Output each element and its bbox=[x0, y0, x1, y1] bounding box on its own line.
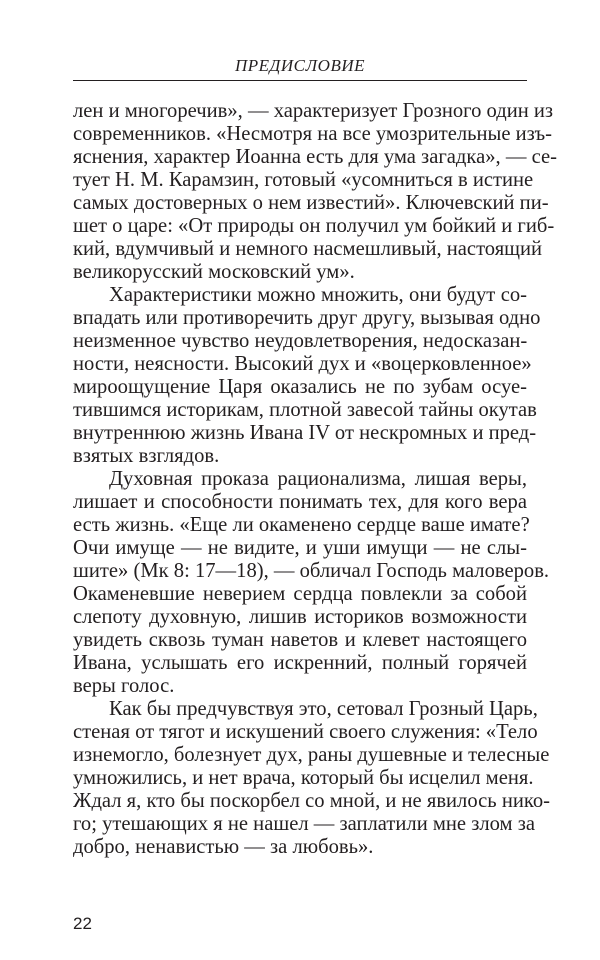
text-line: Очи имуще — не видите, и уши имущи — не слы- bbox=[73, 537, 527, 559]
page-number: 22 bbox=[73, 914, 92, 933]
text-line: Характеристики можно множить, они будут со- bbox=[109, 284, 527, 306]
text-line: го; утешающих я не нашел — заплатили мне злом за bbox=[73, 813, 535, 835]
text-line: лен и многоречив», — характеризует Грозного один из bbox=[73, 100, 554, 122]
text-line: самых достоверных о нем известий». Ключевский пи- bbox=[73, 192, 549, 214]
text-line: умножились, и нет врача, который бы исцелил меня. bbox=[73, 767, 534, 789]
text-line: добро, ненавистью — за любовь». bbox=[73, 836, 374, 858]
text-line: стеная от тягот и искушений своего служения: «Тело bbox=[73, 721, 538, 743]
text-line: шет о царе: «От природы он получил ум бойкий и гиб- bbox=[73, 215, 555, 237]
text-line: взятых взглядов. bbox=[73, 445, 220, 467]
text-line: яснения, характер Иоанна есть для ума загадка», — се- bbox=[73, 146, 557, 168]
paragraph bbox=[73, 284, 541, 468]
header-rule bbox=[73, 80, 527, 81]
text-line: слепоту духовную, лишив историков возможности bbox=[73, 606, 527, 628]
text-line: изнемогло, болезнует дух, раны душевные и телесные bbox=[73, 744, 550, 766]
paragraph bbox=[73, 468, 550, 698]
text-line: Ждал я, кто бы поскорбел со мной, и не явилось нико- bbox=[73, 790, 550, 812]
text-line: есть жизнь. «Еще ли окаменено сердце ваше имате? bbox=[73, 514, 530, 536]
text-line: впадать или противоречить друг другу, вызывая одно bbox=[73, 307, 541, 329]
text-line: тует Н. М. Карамзин, готовый «усомниться в истине bbox=[73, 169, 534, 191]
text-line: кий, вдумчивый и немного насмешливый, настоящий bbox=[73, 238, 543, 260]
text-line: Духовная проказа рационализма, лишая веры, bbox=[109, 468, 527, 490]
text-line: внутреннюю жизнь Ивана IV от нескромных и пред- bbox=[73, 422, 537, 444]
text-line: увидеть сквозь туман наветов и клевет настоящего bbox=[73, 629, 527, 651]
text-line: мироощущение Царя оказались не по зубам осуе- bbox=[73, 376, 527, 398]
text-line: великорусский московский ум». bbox=[73, 261, 355, 283]
text-line: Ивана, услышать его искренний, полный горячей bbox=[73, 652, 527, 674]
text-line: тившимся историкам, плотной завесой тайны окутав bbox=[73, 399, 537, 421]
running-header: ПРЕДИСЛОВИЕ bbox=[234, 56, 366, 75]
text-line: Как бы предчувствуя это, сетовал Грозный Царь, bbox=[109, 698, 538, 720]
text-line: ности, неясности. Высокий дух и «воцерковленное» bbox=[73, 353, 532, 375]
text-line: современников. «Несмотря на все умозрительные изъ- bbox=[73, 123, 552, 145]
text-line: лишает и способности понимать тех, для кого вера bbox=[73, 491, 527, 513]
paragraph bbox=[73, 100, 557, 284]
page-body bbox=[73, 100, 557, 859]
text-line: неизменное чувство неудовлетворения, недосказан- bbox=[73, 330, 528, 352]
text-line: веры голос. bbox=[73, 675, 175, 697]
text-line: шите» (Мк 8: 17—18), — обличал Господь маловеров. bbox=[73, 560, 550, 582]
paragraph bbox=[73, 698, 550, 859]
text-line: Окаменевшие неверием сердца повлекли за собой bbox=[73, 583, 527, 605]
